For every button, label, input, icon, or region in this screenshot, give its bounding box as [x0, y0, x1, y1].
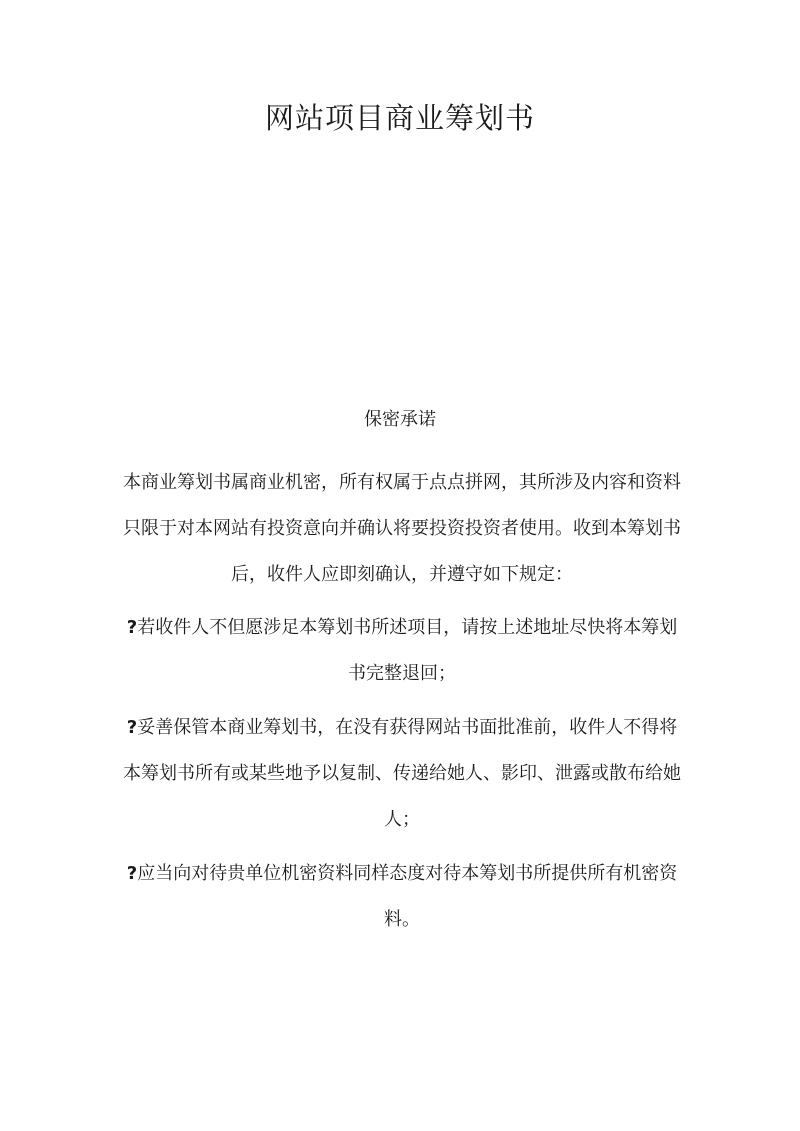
bullet-mark: ? [126, 717, 138, 738]
intro-text: 本商业筹划书属商业机密，所有权属于点点拼网，其所涉及内容和资料只限于对本网站有投资意向并确认将要投资投资者使用。收到本筹划书后，收件人应即刻确认，并遵守如下规定： [123, 472, 681, 585]
rule-item-1 [118, 605, 686, 697]
document-title: 网站项目商业筹划书 [264, 101, 535, 135]
rule-item-3 [118, 851, 686, 943]
rule-text-2: 妥善保管本商业筹划书，在没有获得网站书面批准前，收件人不得将本筹划书所有或某些地予以复制、传递给她人、影印、泄露或散布给她人； [123, 717, 681, 830]
rule-text-3: 应当向对待贵单位机密资料同样态度对待本筹划书所提供所有机密资料。 [137, 863, 678, 930]
bullet-mark: ? [126, 617, 138, 638]
bullet-mark: ? [126, 863, 138, 884]
rule-item-2 [118, 705, 686, 843]
intro-paragraph [118, 460, 686, 598]
rule-text-1: 若收件人不但愿涉足本筹划书所述项目，请按上述地址尽快将本筹划书完整退回； [137, 617, 678, 684]
section-heading: 保密承诺 [364, 409, 436, 430]
